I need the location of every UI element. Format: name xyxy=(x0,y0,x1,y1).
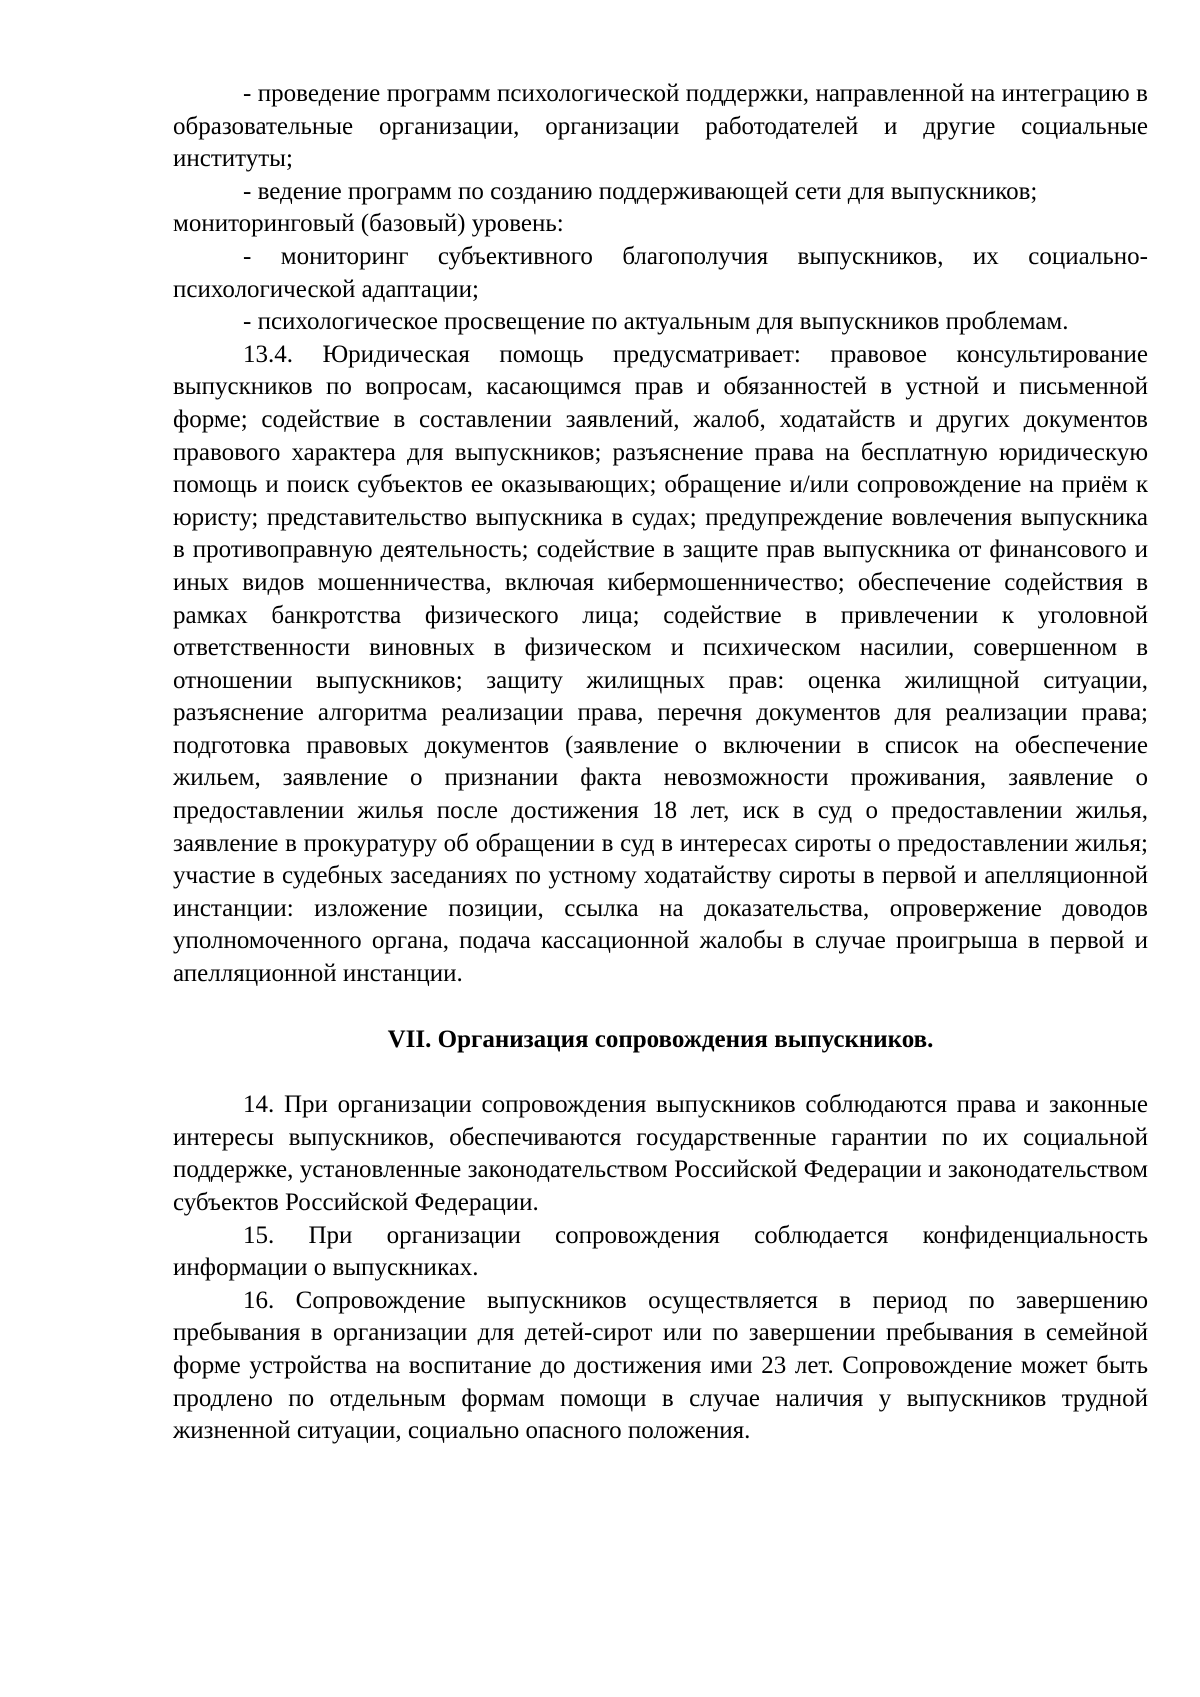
paragraph-14: 14. При организации сопровождения выпускников соблюдаются права и законные интересы выпускников, обеспечиваются государственные гарантии по их социальной поддержке, установленные законодательством Российской Федерации и законодательством субъектов Российской Федерации. xyxy=(173,1091,1148,1216)
paragraph-monitoring-level: мониторинговый (базовый) уровень: xyxy=(173,210,564,238)
paragraph-13-4-legal-aid: 13.4. Юридическая помощь предусматривает: правовое консультирование выпускников по вопросам, касающимся прав и обязанностей в устной и письменной форме; содействие в составлении заявлений, жалоб, ходатайств и других документов правового характера для выпускников; разъяснение права на бесплатную юридическую помощь и поиск субъектов ее оказывающих; обращение и/или сопровождение на приём к юристу; представительство выпускника в судах; предупреждение вовлечения выпускника в противоправную деятельность; содействие в защите прав выпускника от финансового и иных видов мошенничества, включая кибермошенничество; обеспечение содействия в рамках банкротства физического лица; содействие в привлечении к уголовной ответственности виновных в физическом и психическом насилии, совершенном в отношении выпускников; защиту жилищных прав: оценка жилищной ситуации, разъяснение алгоритма реализации права, перечня документов для реализации права; подготовка правовых документов (заявление о включении в список на обеспечение жильем, заявление о признании факта невозможности проживания, заявление о предоставлении жилья после достижения 18 лет, иск в суд о предоставлении жилья, заявление в прокуратуру об обращении в суд в интересах сироты о предоставлении жилья; участие в судебных заседаниях по устному ходатайству сироты в первой и апелляционной инстанции: изложение позиции, ссылка на доказательства, опровержение доводов уполномоченного органа, подача кассационной жалобы в случае проигрыша в первой и апелляционной инстанции. xyxy=(173,340,1148,988)
paragraph-psych-support-programs: - проведение программ психологической поддержки, направленной на интеграцию в образовательные организации, организации работодателей и другие социальные институты; xyxy=(173,80,1148,173)
section-heading: VII. Организация сопровождения выпускников. xyxy=(387,1025,934,1053)
paragraph-15: 15. При организации сопровождения соблюдается конфиденциальность информации о выпускниках. xyxy=(173,1221,1148,1282)
document-page xyxy=(173,78,1148,1448)
paragraph-psych-education: - психологическое просвещение по актуальным для выпускников проблемам. xyxy=(243,308,1069,336)
paragraph-wellbeing-monitoring: - мониторинг субъективного благополучия выпускников, их социально-психологической адаптации; xyxy=(173,242,1148,303)
paragraph-support-network: - ведение программ по созданию поддерживающей сети для выпускников; xyxy=(243,177,1038,205)
paragraph-16: 16. Сопровождение выпускников осуществляется в период по завершению пребывания в организации для детей-сирот или по завершении пребывания в семейной форме устройства на воспитание до достижения ими 23 лет. Сопровождение может быть продлено по отдельным формам помощи в случае наличия у выпускников трудной жизненной ситуации, социально опасного положения. xyxy=(173,1286,1148,1445)
